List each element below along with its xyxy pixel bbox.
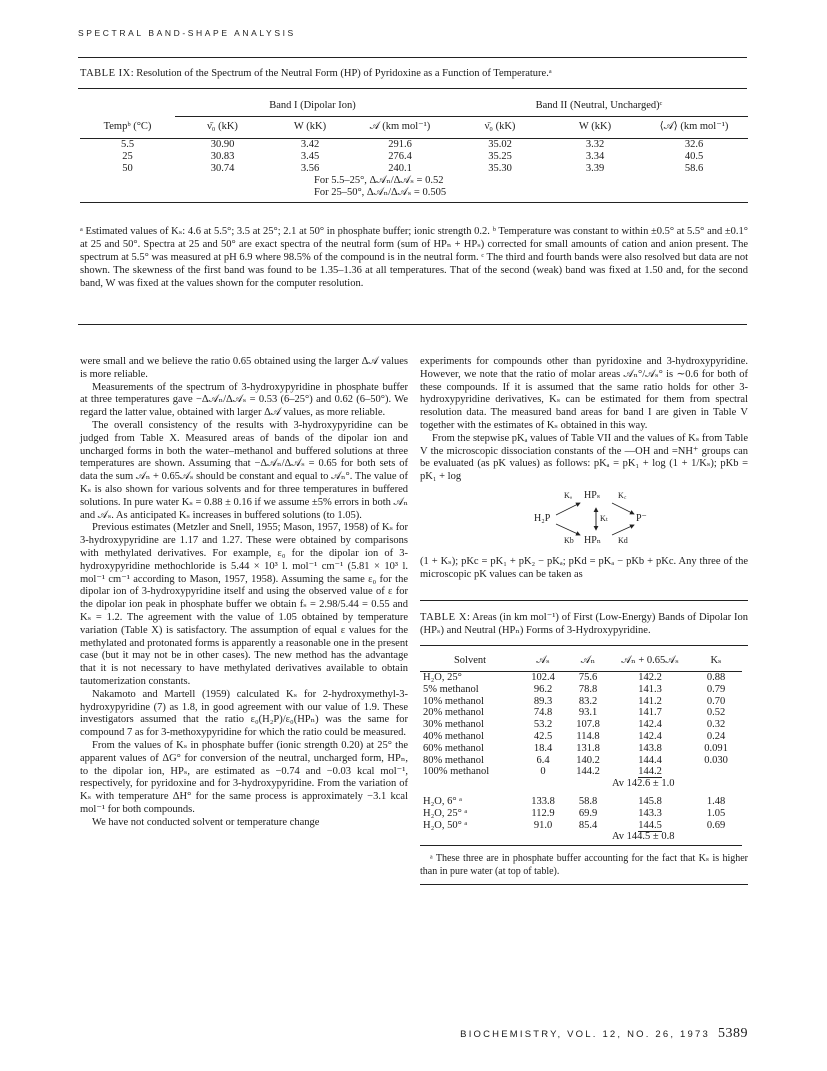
table-cell: H₂O, 50° ᵃ bbox=[423, 819, 468, 831]
table9-header: 𝒜 (km mol⁻¹) bbox=[369, 121, 431, 132]
table9-caption-text: : Resolution of the Spectrum of the Neutral Form (HP) of Pyridoxine as a Function of Temperature.ᵃ bbox=[130, 68, 552, 79]
table-row bbox=[420, 696, 742, 708]
table-cell: 10% methanol bbox=[423, 695, 484, 707]
table-cell: 91.0 bbox=[533, 819, 553, 831]
table-cell: 142.2 bbox=[638, 672, 662, 684]
table9-caption bbox=[80, 68, 748, 79]
table-row bbox=[420, 672, 742, 684]
table-cell: 112.9 bbox=[531, 807, 555, 819]
table-cell: 0.52 bbox=[706, 707, 726, 719]
table10-avg-row bbox=[420, 778, 742, 790]
table-cell: 5% methanol bbox=[423, 683, 479, 695]
top-rule bbox=[78, 57, 747, 58]
table-cell: 75.6 bbox=[578, 672, 598, 684]
table-cell: 58.6 bbox=[684, 162, 704, 174]
table-cell: 1.48 bbox=[706, 796, 726, 808]
table-cell: 1.05 bbox=[706, 807, 726, 819]
table-cell: 0.24 bbox=[706, 731, 726, 743]
table-cell: 144.5 bbox=[638, 819, 662, 831]
table-cell: 80% methanol bbox=[423, 754, 484, 766]
table-row bbox=[420, 755, 742, 767]
table9-header: ⟨𝒜⟩ (km mol⁻¹) bbox=[659, 121, 729, 132]
paragraph: experiments for compounds other than pyridoxine and 3-hydroxypyridine. However, we note that the ratio of molar areas 𝒜ₙ°/𝒜ₛ° is ∼0.6 for both of these compounds. If it is assumed that the same ratio holds for other 3-hydroxypyridine derivatives, Kₛ can be estimated for them from spectral resolution data. The measured band areas for band I are given in Table V together with the estimates of Kₛ obtained in this way. bbox=[420, 356, 748, 431]
paragraph: The overall consistency of the results with 3-hydroxypyridine can be judged from Table X. Measured areas of bands of the dipolar ion and uncharged forms in both the water–methanol and buffered solutions at three temperatures are shown. Assuming that −Δ𝒜ₙ/Δ𝒜ₛ = 0.65 for both sets of data the sum 𝒜ₙ + 0.65𝒜ₛ should be constant and equal to 𝒜ₙ°. The value of Kₛ is also shown for various solvents and for three temperatures in buffered solutions. In pure water Kₛ = 0.88 ± 0.16 if we assume ±5% errors in both 𝒜ₙ and 𝒜ₛ. As anticipated Kₛ increases in buffered solutions (to 1.05). bbox=[80, 419, 408, 521]
table-cell: 102.4 bbox=[531, 672, 555, 684]
journal-citation: BIOCHEMISTRY, VOL. 12, NO. 26, 1973 bbox=[460, 1029, 710, 1040]
table-cell: 3.34 bbox=[585, 150, 605, 162]
table-cell: 0.030 bbox=[704, 754, 728, 766]
table-cell: 142.4 bbox=[638, 719, 662, 731]
table9-bottom-rule bbox=[78, 324, 747, 325]
page-footer bbox=[420, 1026, 748, 1042]
paragraph: We have not conducted solvent or temperature change bbox=[92, 816, 320, 828]
table10-header-row bbox=[420, 652, 742, 672]
table-cell: 0.091 bbox=[704, 742, 728, 754]
table-cell: 30.74 bbox=[210, 162, 235, 174]
table-cell: 3.32 bbox=[585, 138, 605, 150]
scheme-kd: Kd bbox=[618, 535, 628, 545]
paragraph: From the stepwise pKₐ values of Table VII and the values of Kₛ from Table V the microscopic dissociation constants of the —OH and =NH⁺ groups can be evaluated (as pK values) as follows: pKₐ = pK₁ + log (1 + 1/Kₛ); pKb = pK₁ + log bbox=[420, 432, 748, 483]
table-cell: 144.2 bbox=[638, 766, 662, 778]
table-cell: 89.3 bbox=[533, 695, 553, 707]
table9-ratio-2: For 25–50°, Δ𝒜ₙ/Δ𝒜ₛ = 0.505 bbox=[314, 186, 447, 198]
scheme-hpn: HPₙ bbox=[584, 534, 602, 546]
table10-body-b bbox=[420, 796, 742, 831]
table-cell: 85.4 bbox=[578, 819, 598, 831]
scheme-kc: K꜀ bbox=[618, 490, 627, 500]
table-cell: H₂O, 6° ᵃ bbox=[423, 796, 463, 808]
table-cell: H₂O, 25° bbox=[423, 672, 462, 684]
scheme-h2p: H₂P bbox=[534, 512, 551, 524]
table9-ratio-row bbox=[80, 175, 748, 187]
table-cell bbox=[690, 766, 742, 778]
table-cell: 0 bbox=[540, 766, 546, 778]
table9-header: W (kK) bbox=[578, 121, 612, 132]
table-row bbox=[420, 707, 742, 719]
table10-caption-text: : Areas (in km mol⁻¹) of First (Low-Energy) Bands of Dipolar Ion (HPₛ) and Neutral (HPₙ) Forms of 3-Hydroxypyridine. bbox=[420, 611, 748, 636]
table-cell: 42.5 bbox=[533, 731, 553, 743]
table-cell: 0.79 bbox=[706, 683, 726, 695]
table-cell: 35.30 bbox=[488, 162, 512, 174]
right-column bbox=[420, 356, 748, 885]
table-cell: 60% methanol bbox=[423, 742, 484, 754]
paragraph: From the values of Kₛ in phosphate buffer (ionic strength 0.20) at 25° the apparent values of ΔG° for conversion of the neutral, uncharged form, HPₙ, to the dipolar ion, HPₛ, are estimated as −0.74 and −0.03 kcal mol⁻¹, respectively, for pyridoxine and for 3-hydroxypyridine. From the variation of Kₛ with temperature ΔH° for the same process is approximately −3.1 kcal mol⁻¹ for both compounds. bbox=[80, 739, 408, 815]
table10-footnote: ᵃ These three are in phosphate buffer accounting for the fact that Kₛ is higher than in pure water (at top of table). bbox=[420, 853, 748, 878]
paragraph: (1 + Kₛ); pKc = pK₁ + pK₂ − pKₐ; pKd = pKₐ − pKb + pKc. Any three of the microscopic pK values can be taken as bbox=[420, 555, 748, 580]
table10-avg-b: Av 144.5 ± 0.8 bbox=[612, 831, 675, 843]
table-cell: 100% methanol bbox=[423, 766, 490, 778]
table-cell: 131.8 bbox=[576, 742, 600, 754]
running-head: SPECTRAL BAND-SHAPE ANALYSIS bbox=[78, 28, 296, 38]
table9-top-rule bbox=[78, 88, 747, 89]
table-cell: 74.8 bbox=[533, 707, 553, 719]
table-cell: 35.02 bbox=[488, 138, 512, 150]
table-row bbox=[420, 796, 742, 808]
table-cell: 40.5 bbox=[684, 150, 704, 162]
table-cell: 0.88 bbox=[706, 672, 726, 684]
table9-label: TABLE IX bbox=[80, 68, 131, 79]
table-row bbox=[420, 743, 742, 755]
table-cell: H₂O, 25° ᵃ bbox=[423, 807, 468, 819]
paragraph: Nakamoto and Martell (1959) calculated Kₛ for 2-hydroxymethyl-3-hydroxypyridine (7) as 1.8, in good agreement with our value of 1.9. These investigators assumed that the ratio ε₀(H₂P)/ε₀(HPₙ) was the same for compound 7 as for 3-methoxypyridine for which the ratio could be measured. bbox=[80, 688, 408, 739]
table-cell: 141.2 bbox=[638, 695, 662, 707]
table9-header: ν̄₀ (kK) bbox=[484, 121, 516, 132]
scheme-kt: Kₜ bbox=[600, 513, 608, 523]
table-cell: 3.39 bbox=[585, 162, 605, 174]
table-cell: 144.4 bbox=[638, 754, 662, 766]
table-row bbox=[420, 766, 742, 778]
table10-avg-row bbox=[420, 831, 742, 845]
table10-header: 𝒜ₛ bbox=[536, 655, 550, 667]
table-cell: 96.2 bbox=[533, 683, 553, 695]
paragraph: Previous estimates (Metzler and Snell, 1955; Mason, 1957, 1958) of Kₛ for 3-hydroxypyridine are 1.17 and 1.27. These were obtained by comparisons with methylated derivatives. For example, ε₀ for the dipolar ion of 3-hydroxypyridine methochloride is 5.44 × 10³ l. mol⁻¹ cm⁻¹ (5.81 × 10³ l. mol⁻¹ cm⁻¹ according to Mason, 1957, 1958). Assuming the same ε₀ for the dipolar ion of 3-hydroxypyridine itself and using the observed value of ε for the dipolar ion peak in phosphate buffer we obtain fₛ = 2.98/5.44 = 0.55 and Kₛ = 1.2. The agreement with the value of 1.05 obtained by temperature variation (Table X) is satisfactory. The assumption of equal ε values for the methylated and protonated forms is apparently a reasonable one in the present case (but it may not be in other cases). The new method has the advantage that it is not necessary to have methylated derivatives available to obtain tautomerization constants. bbox=[80, 522, 408, 687]
table-cell: 32.6 bbox=[684, 138, 704, 150]
table9-header: W (kK) bbox=[293, 121, 327, 132]
table-cell: 0.69 bbox=[706, 819, 726, 831]
table-row bbox=[80, 151, 748, 163]
table9-header: Tempᵇ (°C) bbox=[103, 120, 152, 132]
table-row bbox=[80, 138, 748, 151]
table-cell: 58.8 bbox=[578, 796, 598, 808]
table10-rule bbox=[420, 645, 748, 646]
table-cell: 30.90 bbox=[210, 138, 235, 150]
table-cell: 3.42 bbox=[300, 138, 320, 150]
table9-header-row bbox=[80, 116, 748, 138]
table9-ratio-1: For 5.5–25°, Δ𝒜ₙ/Δ𝒜ₛ = 0.52 bbox=[314, 174, 444, 186]
table-row bbox=[80, 163, 748, 175]
table-cell: 0.32 bbox=[706, 719, 726, 731]
table-cell: 142.4 bbox=[638, 731, 662, 743]
table-cell: 35.25 bbox=[488, 150, 512, 162]
table10-header: Solvent bbox=[453, 655, 487, 667]
table-cell: 141.7 bbox=[638, 707, 662, 719]
dissociation-scheme bbox=[420, 488, 748, 550]
table10-body-a bbox=[420, 672, 742, 779]
table9 bbox=[80, 96, 748, 203]
table-cell: 30.83 bbox=[210, 150, 235, 162]
table9-header: ν̄₀ (kK) bbox=[207, 121, 238, 132]
table-row bbox=[420, 820, 742, 832]
table-cell: 114.8 bbox=[576, 731, 600, 743]
table-cell: 144.2 bbox=[576, 766, 600, 778]
table-cell: 145.8 bbox=[638, 796, 662, 808]
paragraph: were small and we believe the ratio 0.65 obtained using the larger Δ𝒜 values is more reliable. bbox=[80, 356, 408, 380]
table10-avg-a: Av 142.6 ± 1.0 bbox=[612, 778, 675, 790]
table-cell: 276.4 bbox=[388, 150, 412, 162]
table-cell: 18.4 bbox=[533, 742, 553, 754]
table10-bottom-rule bbox=[420, 884, 748, 885]
table-cell: 240.1 bbox=[388, 162, 412, 174]
table-cell: 93.1 bbox=[578, 707, 598, 719]
table-cell: 78.8 bbox=[578, 683, 598, 695]
table10-header: Kₛ bbox=[710, 655, 722, 667]
table-cell: 53.2 bbox=[533, 719, 553, 731]
scheme-p: P⁻ bbox=[636, 512, 647, 524]
table9-footnote: ᵃ Estimated values of Kₛ: 4.6 at 5.5°; 3.5 at 25°; 2.1 at 50° in phosphate buffer; ionic strength 0.2. ᵇ Temperature was constant to within ±0.5° at 5.5° and ±0.1° at 25 and 50°. Spectra at 25 and 50° are exact spectra of the neutral form (sum of HPₙ + HPₛ) corrected for small amounts of cation and anion present. The spectrum at 5.5° was measured at pH 6.9 where 98.5% of the compound is in the neutral form. ᶜ The third and fourth bands were also resolved but data are not shown. The skewness of the first band was found to be 1.35–1.36 at all temperatures. That of the second (weak) band was fixed at 1.50 and, for the second band, W was fixed at the values shown for the computer resolution. bbox=[80, 226, 748, 289]
table-row bbox=[420, 731, 742, 743]
table10-caption bbox=[420, 611, 748, 637]
table9-ratio-row bbox=[80, 187, 748, 203]
table-cell: 25 bbox=[122, 150, 133, 162]
scheme-ka: Kₐ bbox=[564, 490, 572, 500]
page-number: 5389 bbox=[718, 1026, 748, 1041]
table-cell: 3.56 bbox=[300, 162, 320, 174]
table-cell: 40% methanol bbox=[423, 731, 484, 743]
table9-group1: Band I (Dipolar Ion) bbox=[175, 96, 450, 116]
table-cell: 140.2 bbox=[576, 754, 600, 766]
table-cell: 30% methanol bbox=[423, 719, 484, 731]
table-cell: 291.6 bbox=[388, 138, 412, 150]
table10-label: TABLE X bbox=[420, 611, 467, 623]
table-row bbox=[420, 684, 742, 696]
table-cell: 6.4 bbox=[536, 754, 550, 766]
table10 bbox=[420, 652, 742, 847]
table10-top-rule bbox=[420, 600, 748, 601]
table-cell: 50 bbox=[122, 162, 133, 174]
table10-header: 𝒜ₙ + 0.65𝒜ₛ bbox=[621, 655, 679, 667]
scheme-hps: HPₛ bbox=[584, 489, 601, 501]
table-cell: 20% methanol bbox=[423, 707, 484, 719]
table-cell: 133.8 bbox=[531, 796, 555, 808]
table-cell: 69.9 bbox=[578, 807, 598, 819]
left-column bbox=[80, 356, 408, 829]
table-row bbox=[420, 719, 742, 731]
table10-header: 𝒜ₙ bbox=[580, 655, 596, 667]
table-cell: 0.70 bbox=[706, 695, 726, 707]
table-cell: 83.2 bbox=[578, 695, 598, 707]
table-cell: 143.3 bbox=[638, 807, 662, 819]
table-cell: 5.5 bbox=[120, 138, 135, 150]
paragraph: Measurements of the spectrum of 3-hydroxypyridine in phosphate buffer at three temperatures gave −Δ𝒜ₙ/Δ𝒜ₛ = 0.53 (6–25°) and 0.62 (6–50°). We regard the latter value, obtained with larger Δ𝒜 values, as more reliable. bbox=[80, 381, 408, 419]
table-cell: 141.3 bbox=[638, 683, 662, 695]
table-cell: 107.8 bbox=[576, 719, 600, 731]
table-cell: 143.8 bbox=[638, 742, 662, 754]
scheme-kb: Kb bbox=[564, 535, 574, 545]
table9-group2: Band II (Neutral, Uncharged)ᶜ bbox=[450, 96, 748, 116]
table-cell: 3.45 bbox=[300, 150, 320, 162]
table-row bbox=[420, 808, 742, 820]
